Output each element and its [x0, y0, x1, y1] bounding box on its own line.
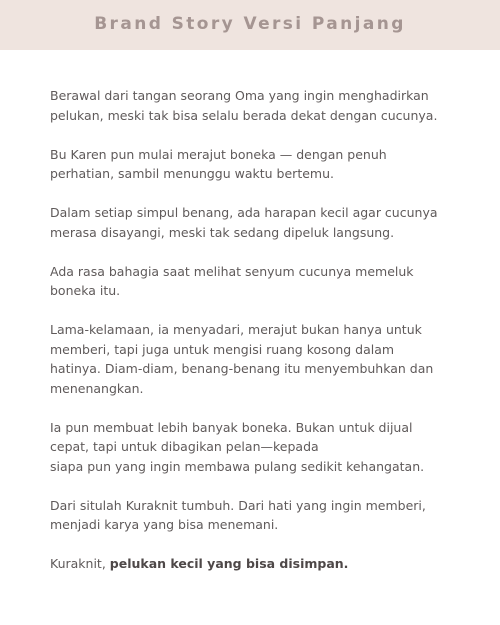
paragraph-line: Ia pun membuat lebih banyak boneka. Bukan untuk dijual — [50, 419, 413, 435]
closing-emphasis: pelukan kecil yang bisa disimpan. — [109, 556, 349, 571]
story-paragraph-3 — [50, 203, 470, 242]
paragraph-line: cepat, tapi untuk dibagikan pelan—kepada — [50, 439, 319, 454]
paragraph-line: perhatian, sambil menunggu waktu bertemu. — [50, 166, 334, 181]
paragraph-line: Dari situlah Kuraknit tumbuh. Dari hati yang ingin memberi, — [50, 497, 426, 513]
paragraph-line: Bu Karen pun mulai merajut boneka — dengan penuh — [50, 146, 387, 162]
story-closing-line — [50, 554, 470, 574]
paragraph-line: Lama-kelamaan, ia menyadari, merajut bukan hanya untuk — [50, 322, 422, 337]
paragraph-line: memberi, tapi juga untuk mengisi ruang kosong dalam — [50, 341, 395, 357]
paragraph-line: boneka itu. — [50, 283, 121, 298]
page-title: Brand Story Versi Panjang — [94, 14, 406, 34]
story-paragraph-4 — [50, 262, 470, 301]
paragraph-line: menjadi karya yang bisa menemani. — [50, 517, 279, 532]
paragraph-line: menenangkan. — [50, 380, 144, 396]
story-paragraph-2 — [50, 145, 470, 184]
closing-prefix: Kuraknit, — [50, 556, 110, 571]
paragraph-line: hatinya. Diam-diam, benang-benang itu menyembuhkan dan — [50, 361, 434, 376]
story-paragraph-1 — [50, 86, 470, 125]
paragraph-line: Berawal dari tangan seorang Oma yang ingin menghadirkan — [50, 88, 429, 103]
paragraph-line: merasa disayangi, meski tak sedang dipeluk langsung. — [50, 224, 395, 240]
paragraph-line: pelukan, meski tak bisa selalu berada dekat dengan cucunya. — [50, 107, 438, 123]
paragraph-line: Ada rasa bahagia saat melihat senyum cucunya memeluk — [50, 263, 414, 279]
header-band — [0, 0, 500, 50]
story-paragraph-6 — [50, 418, 470, 477]
paragraph-line: Dalam setiap simpul benang, ada harapan kecil agar cucunya — [50, 205, 438, 220]
paragraph-line: siapa pun yang ingin membawa pulang sedikit kehangatan. — [50, 458, 425, 474]
story-paragraph-5 — [50, 320, 470, 398]
story-paragraph-7 — [50, 496, 470, 535]
story-body — [50, 86, 470, 593]
